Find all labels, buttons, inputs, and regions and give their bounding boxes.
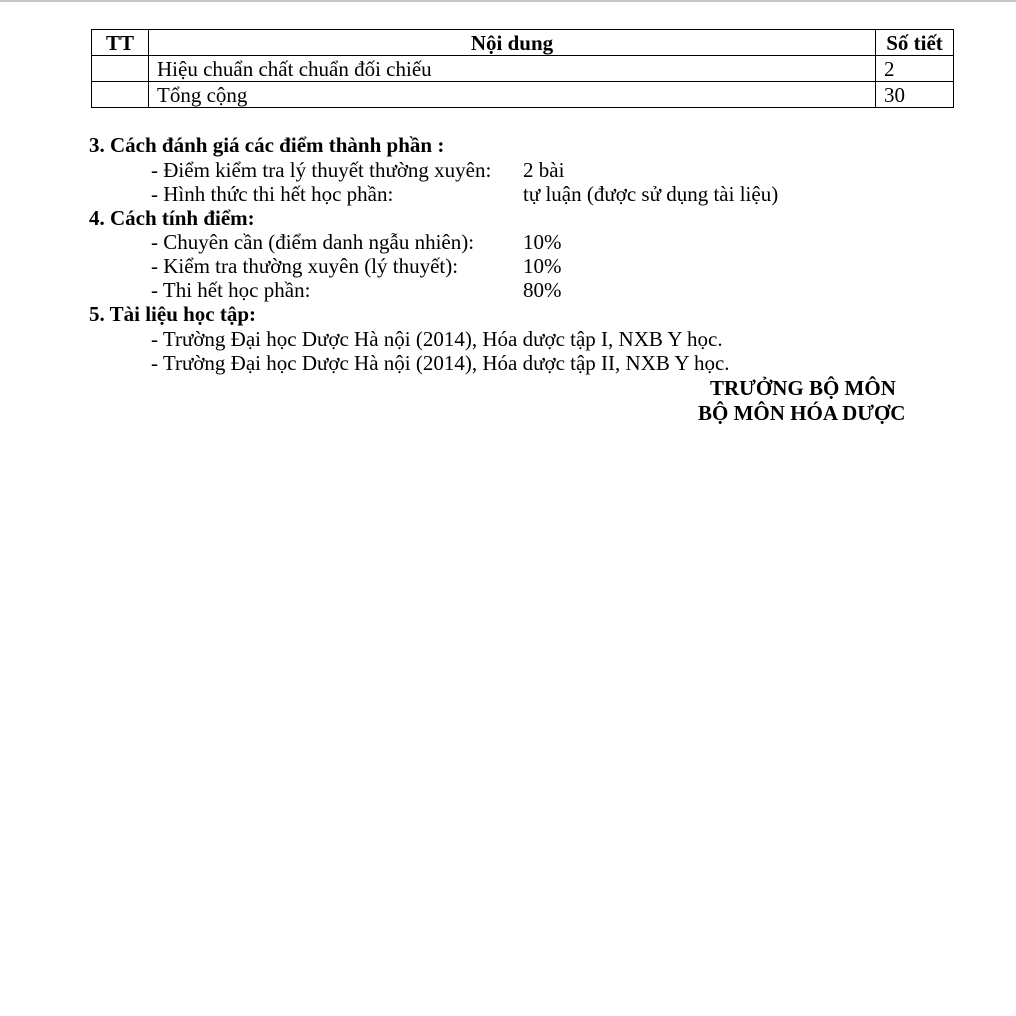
- section-3-heading: 3. Cách đánh giá các điểm thành phần :: [89, 133, 445, 157]
- total-hours: 30: [876, 82, 954, 108]
- table-header-row: [92, 30, 954, 56]
- header-tt: TT: [92, 30, 149, 56]
- section-4-item-value: 10%: [523, 254, 562, 278]
- section-4-item-label: - Kiểm tra thường xuyên (lý thuyết):: [151, 254, 459, 278]
- section-3-item-value: tự luận (được sử dụng tài liệu): [523, 182, 779, 206]
- section-4-item-label: - Thi hết học phần:: [151, 278, 311, 302]
- section-4-item-value: 10%: [523, 230, 562, 254]
- course-content-table: [91, 29, 954, 108]
- section-4-heading: 4. Cách tính điểm:: [89, 206, 255, 230]
- table-total-row: [92, 82, 954, 108]
- row-content: Hiệu chuẩn chất chuẩn đối chiếu: [149, 56, 876, 82]
- signature-title: TRƯỞNG BỘ MÔN: [710, 376, 896, 400]
- reference-item: - Trường Đại học Dược Hà nội (2014), Hóa dược tập I, NXB Y học.: [151, 327, 723, 351]
- section-3-item-label: - Hình thức thi hết học phần:: [151, 182, 394, 206]
- section-5-heading: 5. Tài liệu học tập:: [89, 302, 257, 326]
- total-label: Tổng cộng: [149, 82, 876, 108]
- row-tt: [92, 56, 149, 82]
- reference-item: - Trường Đại học Dược Hà nội (2014), Hóa dược tập II, NXB Y học.: [151, 351, 730, 375]
- section-4-item-value: 80%: [523, 278, 562, 302]
- signature-department: BỘ MÔN HÓA DƯỢC: [698, 401, 906, 425]
- section-3-item-value: 2 bài: [523, 158, 565, 182]
- top-border: [0, 0, 1016, 2]
- total-tt: [92, 82, 149, 108]
- header-hours: Số tiết: [876, 30, 954, 56]
- table-row: [92, 56, 954, 82]
- section-4-item-label: - Chuyên cần (điểm danh ngẫu nhiên):: [151, 230, 475, 254]
- section-3-item-label: - Điểm kiểm tra lý thuyết thường xuyên:: [151, 158, 492, 182]
- row-hours: 2: [876, 56, 954, 82]
- header-content: Nội dung: [149, 30, 876, 56]
